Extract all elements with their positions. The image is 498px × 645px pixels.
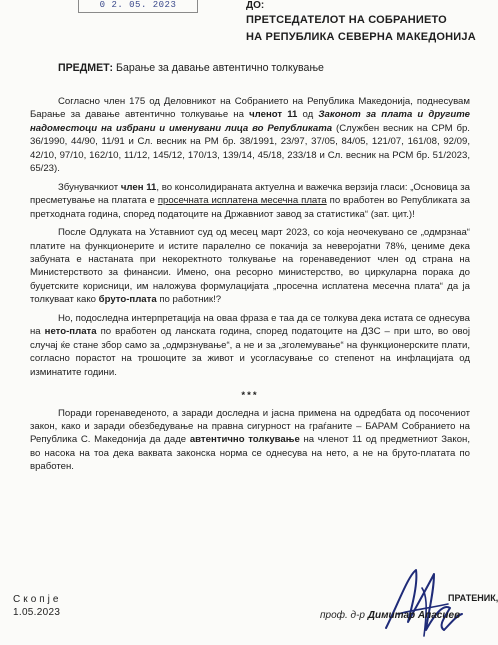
signer-name: Димитар Апасиев <box>367 610 461 621</box>
signer-title: проф. д-р <box>320 610 368 621</box>
p3-text-1: После Одлуката на Уставниот суд од месец март 2023, со која неочекувано се „одмрзнаа“ платите на функционерите и истите паралелно се покачија за неверојатни 78%, цениме дека забуната е настаната при некоректното толкување на горенаведениот член од страна на Министерството за финансии. Имено, она ресорно министерство, во циркуларна порака до буџетските корисници, им наложува формулацијата „просечна исплатена месечна плата“ да ја толкуваат како <box>30 227 470 306</box>
subject-text: Барање за давање автентично толкување <box>116 62 324 74</box>
letter-body <box>30 95 470 474</box>
p4-bold-net: нето-плата <box>44 326 97 338</box>
signer-name-line <box>320 607 476 624</box>
p1-bold-article: членот 11 <box>249 109 298 121</box>
p1-text-2: од <box>297 109 319 121</box>
paragraph-5 <box>30 407 470 474</box>
p3-bold-gross: бруто-плата <box>98 294 157 306</box>
p4-text-2: по вработен од ланската година, според податоците на ДЗС – при што, во овој случај ќе стане збор само за „одмрзнување“, а не и за „зголемување“ на функционерските плати, согласно порастот на трошоците за живот и усогласување со степенот на инфлацијата од изминатите години. <box>30 326 470 378</box>
section-separator: *** <box>241 390 259 402</box>
p3-text-2: по работник!? <box>156 294 222 306</box>
to-label: ДО: <box>246 0 265 11</box>
signer-block <box>320 590 498 624</box>
recipient-line-2: НА РЕПУБЛИКА СЕВЕРНА МАКЕДОНИЈА <box>246 31 476 43</box>
city: Скопје <box>13 594 62 605</box>
paragraph-2 <box>30 181 470 221</box>
p2-text-2: , во консолидираната актуелна и важечка верзија гласи: „Основица за пресметување на платата е <box>30 181 470 207</box>
signer-role: ПРАТЕНИК, <box>448 593 498 603</box>
p4-text-1: Но, подоследна интерпретација на оваа фраза е таа да се толкува дека истата се однесува на <box>30 312 470 338</box>
recipient <box>246 12 476 46</box>
p1-text-3: (Службен весник на СРМ бр. 36/1990, 44/90, 11/91 и Сл. весник на РМ бр. 38/1991, 23/97, 37/05, 84/05, 121/07, 161/08, 92/09, 42/10, 97/10, 162/10, 11/12, 145/12, 170/13, 139/14, 45/18, 233/18 и Сл. весник на РСМ бр. 51/2023, 65/23). <box>30 122 470 175</box>
registry-stamp <box>78 0 198 13</box>
p5-text-1: Поради горенаведеното, а заради доследна и јасна примена на одредбата од посочениот закон, како и заради обезбедување на правна сигурност на граѓаните – БАРАМ Собранието на Република С. Македонија да даде <box>30 407 470 446</box>
p1-text-1: Согласно член 175 од Деловникот на Собранието на Република Македонија, поднесувам Барање за давање автентично толкување на <box>30 96 470 121</box>
p2-text-3: по вработен во Републиката за претходната година, според податоците на Државниот завод за статистика“ (зат. цит.)! <box>30 195 470 220</box>
p2-underlined: просечната исплатена месечна плата <box>157 195 327 207</box>
paragraph-3 <box>30 226 470 307</box>
p5-bold-interpretation: автентично толкување <box>189 434 300 446</box>
stamp-date: 0 2. 05. 2023 <box>99 0 177 10</box>
p2-text-1: Збунувачкиот <box>58 181 121 193</box>
subject-label: ПРЕДМЕТ: <box>58 62 114 74</box>
letter-date: 1.05.2023 <box>13 607 61 618</box>
p1-law-title: Законот за плата и другите надоместоци на избрани и именувани лица во Републиката <box>30 109 470 134</box>
p5-text-2: на членот 11 од предметниот Закон, во насока на тоа дека ваквата законска норма се однесува на нето, а не на бруто-платата по вработен. <box>30 434 470 473</box>
p2-bold-article: член 11 <box>120 181 157 193</box>
subject-line <box>58 61 324 75</box>
paragraph-4 <box>30 312 470 379</box>
paragraph-1 <box>30 95 470 176</box>
recipient-line-1: ПРЕТСЕДАТЕЛОТ НА СОБРАНИЕТО <box>246 14 447 26</box>
place-date <box>13 593 61 619</box>
